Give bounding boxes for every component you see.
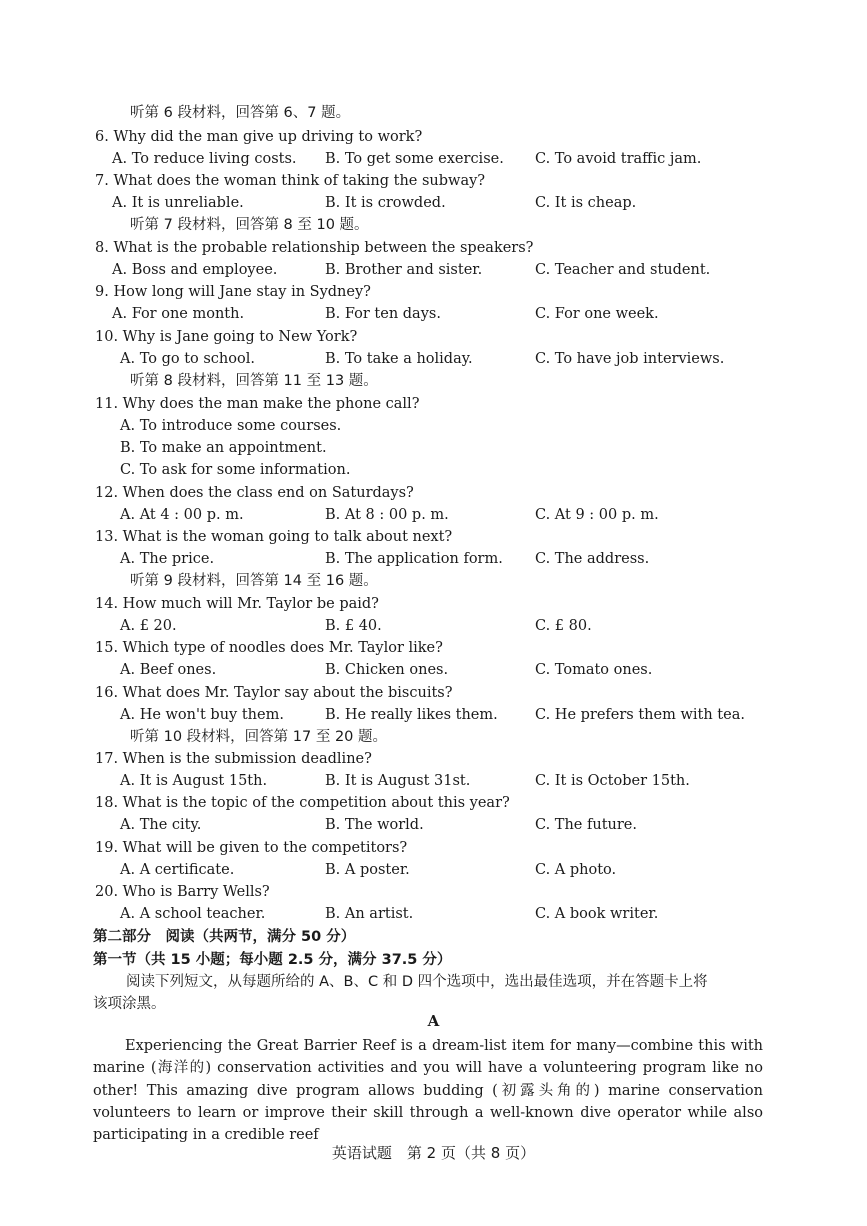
option-11b: B. To make an appointment.: [120, 440, 327, 456]
section-header-9: 听第 9 段材料，回答第 14 至 16 题。: [130, 573, 378, 589]
option-14b: B. £ 40.: [325, 618, 382, 634]
section-header-10: 听第 10 段材料，回答第 17 至 20 题。: [130, 729, 388, 745]
option-17c: C. It is October 15th.: [535, 773, 690, 789]
option-6b: B. To get some exercise.: [325, 151, 504, 167]
option-9b: B. For ten days.: [325, 306, 441, 322]
option-18b: B. The world.: [325, 817, 424, 833]
passage-label: A: [427, 1012, 440, 1030]
option-9a: A. For one month.: [112, 306, 245, 322]
option-14c: C. £ 80.: [535, 618, 592, 634]
passage-a-text: Experiencing the Great Barrier Reef is a dream-list item for many—combine this with marine (海洋的) conservation activities and you will have a volunteering program like no other! This amazing dive program allows budding (初露头角的) marine conservation volunteers to learn or improve their skill through a well-known dive operator while also participating in a credible reef: [93, 1038, 763, 1144]
question-12: 12. When does the class end on Saturdays?: [95, 485, 414, 501]
option-6c: C. To avoid traffic jam.: [535, 151, 702, 167]
option-16b: B. He really likes them.: [325, 707, 498, 723]
option-13a: A. The price.: [120, 551, 215, 567]
option-12a: A. At 4 : 00 p. m.: [120, 507, 244, 523]
option-7c: C. It is cheap.: [535, 195, 637, 211]
option-12b: B. At 8 : 00 p. m.: [325, 507, 449, 523]
option-20a: A. A school teacher.: [120, 906, 266, 922]
section-header-7: 听第 7 段材料，回答第 8 至 10 题。: [130, 217, 369, 233]
question-14: 14. How much will Mr. Taylor be paid?: [95, 596, 379, 612]
option-11a: A. To introduce some courses.: [120, 418, 342, 434]
option-19a: A. A certificate.: [120, 862, 235, 878]
option-7a: A. It is unreliable.: [112, 195, 244, 211]
option-8a: A. Boss and employee.: [112, 262, 278, 278]
option-20c: C. A book writer.: [535, 906, 659, 922]
option-8c: C. Teacher and student.: [535, 262, 711, 278]
option-18a: A. The city.: [120, 817, 202, 833]
part2-title: 第二部分 阅读（共两节，满分 50 分）: [93, 929, 356, 945]
option-12c: C. At 9 : 00 p. m.: [535, 507, 659, 523]
question-17: 17. When is the submission deadline?: [95, 751, 372, 767]
question-10: 10. Why is Jane going to New York?: [95, 329, 358, 345]
option-6a: A. To reduce living costs.: [112, 151, 297, 167]
section-header-8: 听第 8 段材料，回答第 11 至 13 题。: [130, 373, 378, 389]
section-header-6: 听第 6 段材料，回答第 6、7 题。: [130, 105, 351, 121]
page-footer: 英语试题 第 2 页（共 8 页）: [331, 1144, 536, 1162]
option-11c: C. To ask for some information.: [120, 462, 351, 478]
option-17a: A. It is August 15th.: [120, 773, 268, 789]
option-15b: B. Chicken ones.: [325, 662, 449, 678]
option-14a: A. £ 20.: [120, 618, 177, 634]
option-19c: C. A photo.: [535, 862, 617, 878]
option-8b: B. Brother and sister.: [325, 262, 483, 278]
option-15a: A. Beef ones.: [120, 662, 217, 678]
option-20b: B. An artist.: [325, 906, 414, 922]
option-10c: C. To have job interviews.: [535, 351, 725, 367]
part2-instruction-line1: 阅读下列短文，从每题所给的 A、B、C 和 D 四个选项中，选出最佳选项，并在答题卡上将: [126, 974, 708, 990]
part2-section1-title: 第一节（共 15 小题；每小题 2.5 分，满分 37.5 分）: [93, 952, 452, 968]
option-10b: B. To take a holiday.: [325, 351, 473, 367]
option-9c: C. For one week.: [535, 306, 659, 322]
question-20: 20. Who is Barry Wells?: [95, 884, 270, 900]
question-18: 18. What is the topic of the competition about this year?: [95, 795, 510, 811]
option-16c: C. He prefers them with tea.: [535, 707, 745, 723]
option-13c: C. The address.: [535, 551, 650, 567]
question-13: 13. What is the woman going to talk about next?: [95, 529, 453, 545]
option-17b: B. It is August 31st.: [325, 773, 471, 789]
question-19: 19. What will be given to the competitors?: [95, 840, 408, 856]
question-9: 9. How long will Jane stay in Sydney?: [95, 284, 371, 300]
part2-instruction-line2: 该项涂黑。: [93, 996, 166, 1012]
option-16a: A. He won't buy them.: [120, 707, 284, 723]
question-15: 15. Which type of noodles does Mr. Taylor like?: [95, 640, 443, 656]
question-6: 6. Why did the man give up driving to work?: [95, 129, 423, 145]
option-13b: B. The application form.: [325, 551, 503, 567]
option-15c: C. Tomato ones.: [535, 662, 653, 678]
question-11: 11. Why does the man make the phone call?: [95, 396, 420, 412]
option-7b: B. It is crowded.: [325, 195, 446, 211]
option-18c: C. The future.: [535, 817, 637, 833]
question-8: 8. What is the probable relationship between the speakers?: [95, 240, 534, 256]
option-10a: A. To go to school.: [120, 351, 255, 367]
question-7: 7. What does the woman think of taking the subway?: [95, 173, 486, 189]
option-19b: B. A poster.: [325, 862, 410, 878]
question-16: 16. What does Mr. Taylor say about the biscuits?: [95, 685, 453, 701]
